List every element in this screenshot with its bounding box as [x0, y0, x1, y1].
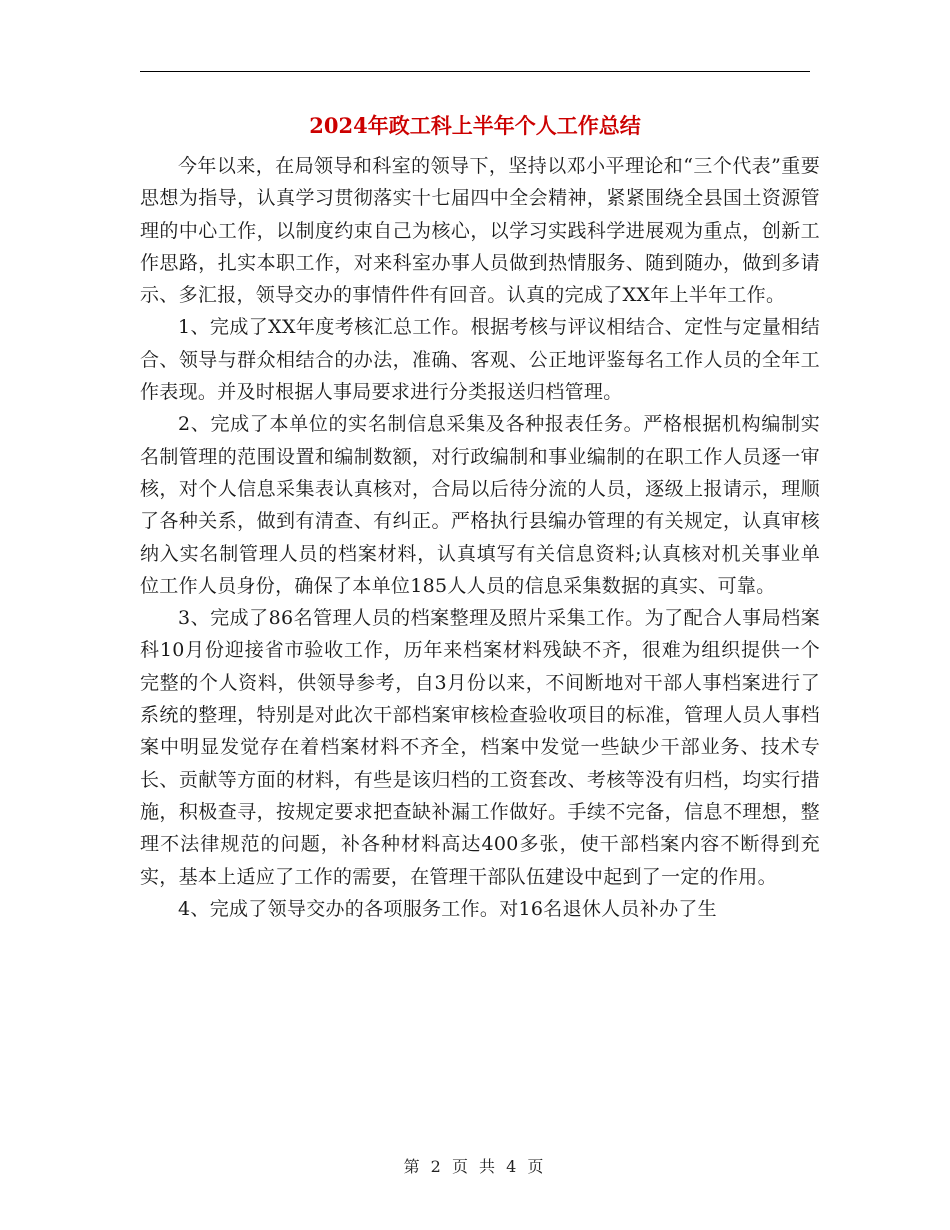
document-body — [140, 150, 820, 925]
header-rule — [140, 71, 810, 72]
paragraph-intro: 今年以来，在局领导和科室的领导下，坚持以邓小平理论和“三个代表”重要思想为指导，认真学习贯彻落实十七届四中全会精神，紧紧围绕全县国土资源管理的中心工作，以制度约束自己为核心，以学习实践科学进展观为重点，创新工作思路，扎实本职工作，对来科室办事人员做到热情服务、随到随办，做到多请示、多汇报，领导交办的事情件件有回音。认真的完成了XX年上半年工作。 — [140, 155, 820, 307]
paragraph-item-1: 1、完成了XX年度考核汇总工作。根据考核与评议相结合、定性与定量相结合、领导与群众相结合的办法，准确、客观、公正地评鉴每名工作人员的全年工作表现。并及时根据人事局要求进行分类报送归档管理。 — [140, 316, 820, 404]
paragraph-item-2: 2、完成了本单位的实名制信息采集及各种报表任务。严格根据机构编制实名制管理的范围设置和编制数额，对行政编制和事业编制的在职工作人员逐一审核，对个人信息采集表认真核对，合局以后待分流的人员，逐级上报请示，理顺了各种关系，做到有清查、有纠正。严格执行县编办管理的有关规定，认真审核纳入实名制管理人员的档案材料，认真填写有关信息资料;认真核对机关事业单位工作人员身份，确保了本单位185人人员的信息采集数据的真实、可靠。 — [140, 413, 820, 597]
document-title: 2024年政工科上半年个人工作总结 — [309, 113, 641, 138]
page-number-footer: 第 2 页 共 4 页 — [403, 1157, 547, 1176]
paragraph-item-4: 4、完成了领导交办的各项服务工作。对16名退休人员补办了生 — [178, 897, 717, 920]
paragraph-item-3: 3、完成了86名管理人员的档案整理及照片采集工作。为了配合人事局档案科10月份迎接省市验收工作，历年来档案材料残缺不齐，很难为组织提供一个完整的个人资料，供领导参考，自3月份以来，不间断地对干部人事档案进行了系统的整理，特别是对此次干部档案审核检查验收项目的标准，管理人员人事档案中明显发觉存在着档案材料不齐全，档案中发觉一些缺少干部业务、技术专长、贡献等方面的材料，有些是该归档的工资套改、考核等没有归档，均实行措施，积极查寻，按规定要求把查缺补漏工作做好。手续不完备，信息不理想，整理不法律规范的问题，补各种材料高达400多张，使干部档案内容不断得到充实，基本上适应了工作的需要，在管理干部队伍建设中起到了一定的作用。 — [140, 607, 820, 888]
